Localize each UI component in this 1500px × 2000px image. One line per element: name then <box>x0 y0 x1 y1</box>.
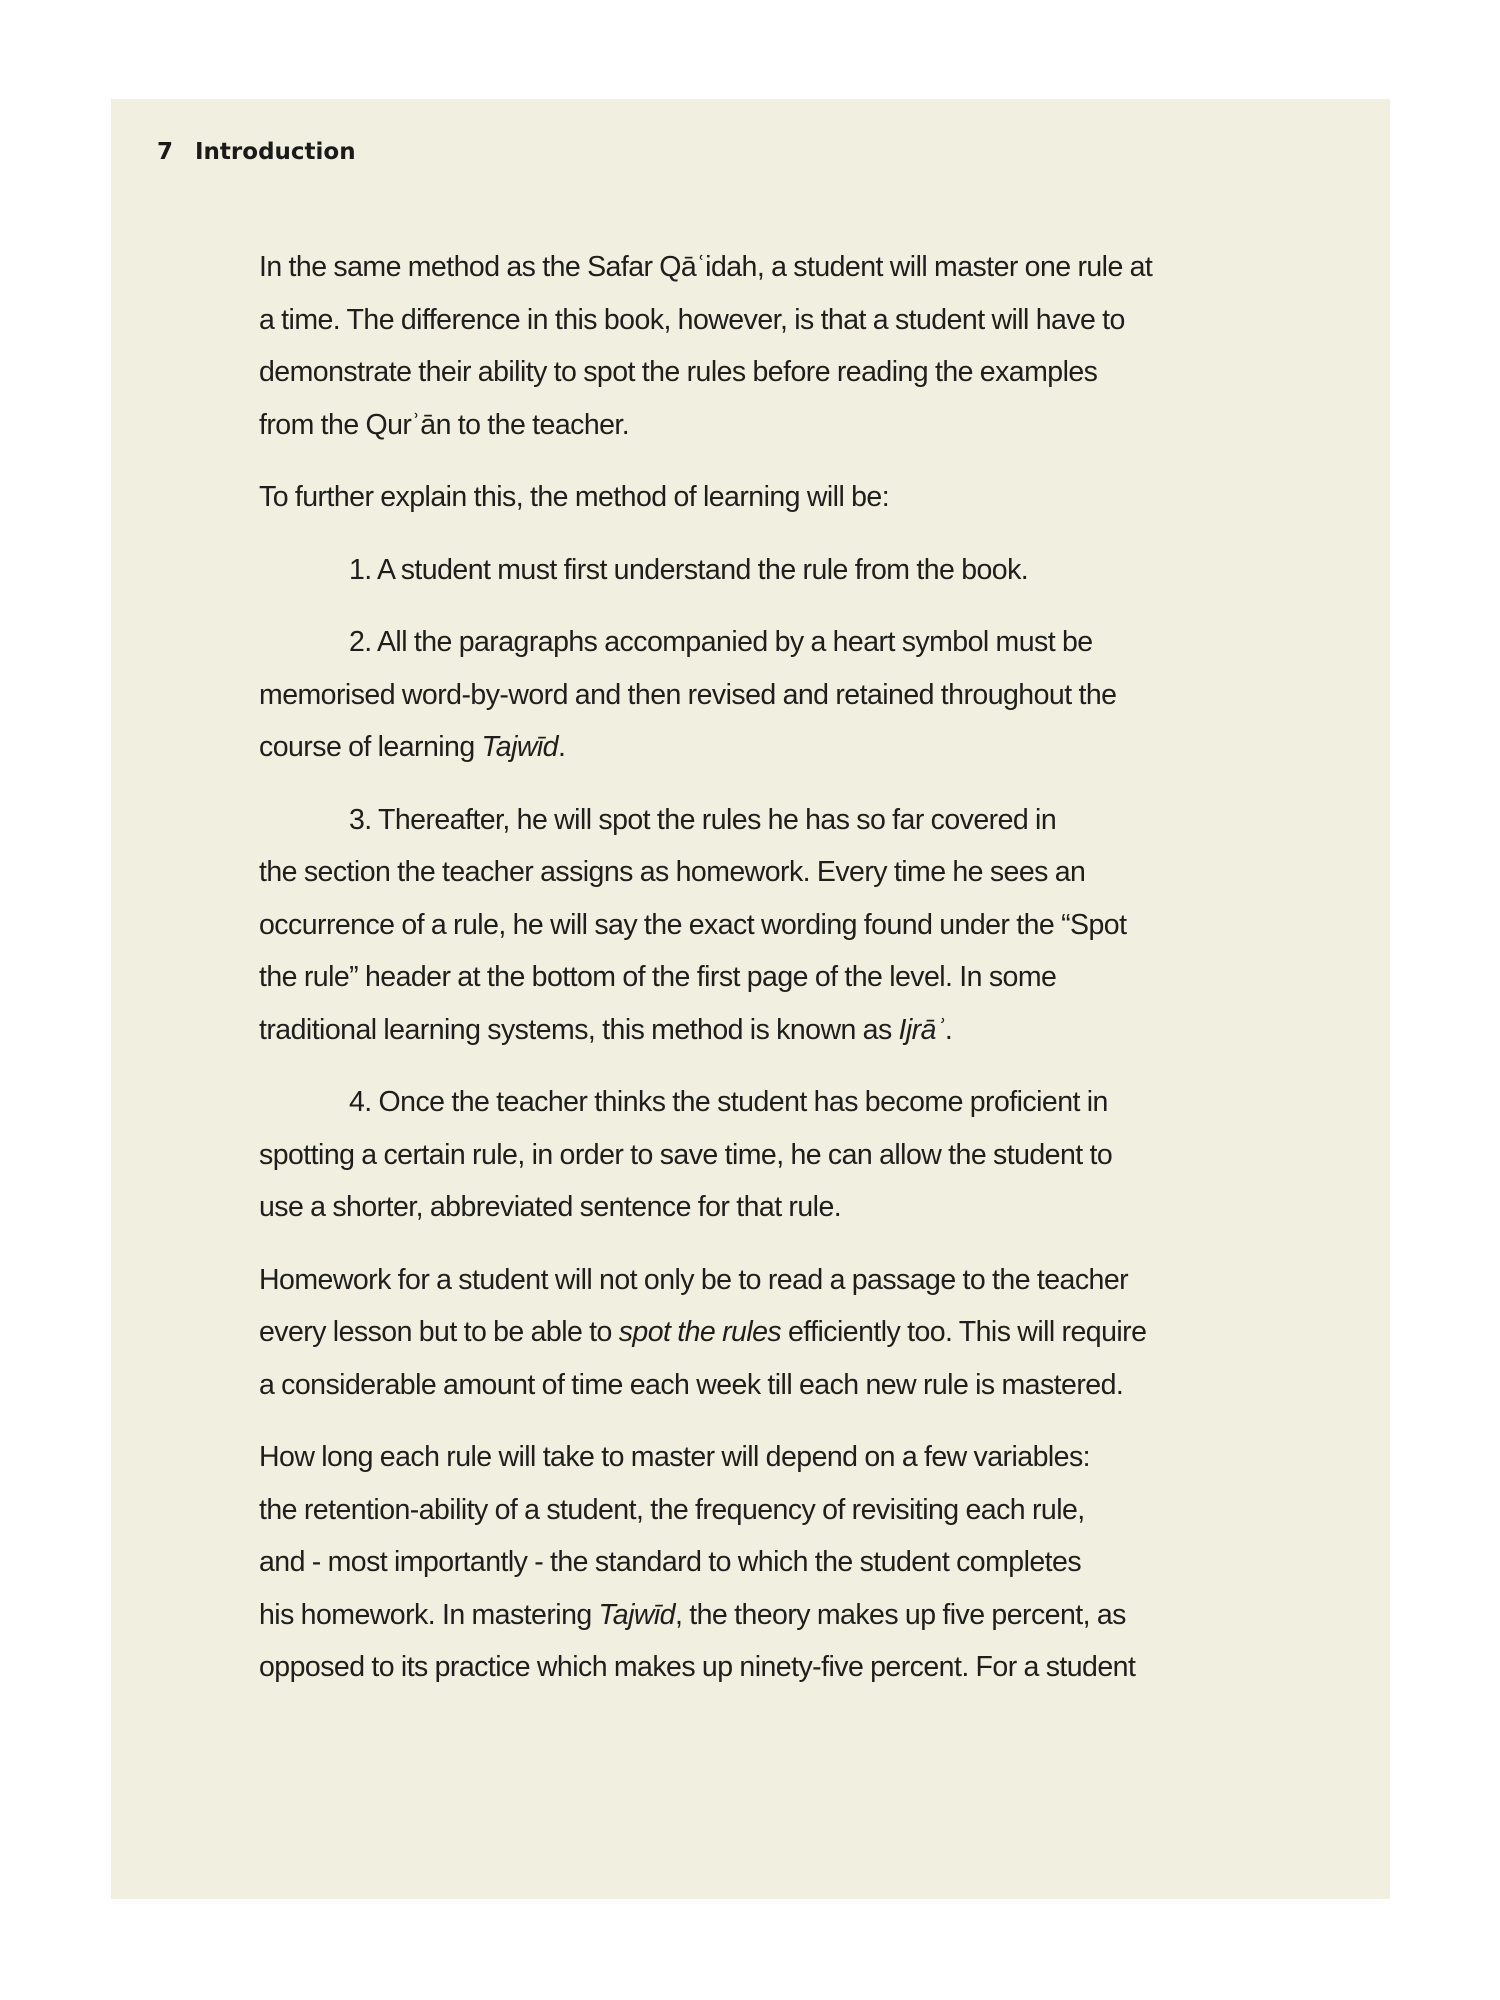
text-line: 1. A student must first understand the rule from the book. <box>349 553 1029 586</box>
list-item <box>259 1076 1259 1234</box>
text-line: 4. Once the teacher thinks the student has become proficient in <box>349 1086 1108 1118</box>
text-line: 3. Thereafter, he will spot the rules he has so far covered in <box>349 803 1057 836</box>
text-line: memorised word-by-word and then revised and retained throughout the <box>259 678 1117 711</box>
emphasis: spot the rules <box>618 1316 782 1348</box>
text-line: from the Qurʾān to the teacher. <box>259 408 630 441</box>
text-line: opposed to its practice which makes up ninety-five percent. For a student <box>259 1651 1136 1683</box>
body-text <box>259 241 1259 1714</box>
text-line: How long each rule will take to master will depend on a few variables: <box>259 1441 1091 1473</box>
paragraph <box>259 471 1259 524</box>
paragraph <box>259 241 1259 451</box>
text-line: Homework for a student will not only be to read a passage to the teacher <box>259 1263 1129 1296</box>
text-line: the section the teacher assigns as homework. Every time he sees an <box>259 856 1086 888</box>
text-line: To further explain this, the method of learning will be: <box>259 481 890 513</box>
book-page <box>111 99 1390 1899</box>
list-item <box>259 616 1259 774</box>
list-item <box>259 544 1259 597</box>
text-line: a considerable amount of time each week till each new rule is mastered. <box>259 1368 1124 1401</box>
text-line: demonstrate their ability to spot the rules before reading the examples <box>259 356 1098 388</box>
emphasis: Tajwīd <box>481 731 558 763</box>
text-line: every lesson but to be able to spot the rules efficiently too. This will require <box>259 1316 1147 1348</box>
emphasis: Tajwīd <box>598 1598 675 1631</box>
section-title: Introduction <box>195 139 356 165</box>
text-line: traditional learning systems, this method is known as Ijrāʾ. <box>259 1013 953 1046</box>
page-number: 7 <box>157 139 174 165</box>
paragraph <box>259 1254 1259 1412</box>
text-line: occurrence of a rule, he will say the exact wording found under the “Spot <box>259 908 1127 941</box>
text-line: the retention-ability of a student, the frequency of revisiting each rule, <box>259 1493 1085 1526</box>
text-line: and - most importantly - the standard to which the student completes <box>259 1546 1082 1578</box>
text-line: course of learning Tajwīd. <box>259 731 566 763</box>
text-line: the rule” header at the bottom of the first page of the level. In some <box>259 961 1057 993</box>
text-line: In the same method as the Safar Qāʿidah, a student will master one rule at <box>259 251 1153 283</box>
text-line: his homework. In mastering Tajwīd, the theory makes up five percent, as <box>259 1598 1126 1631</box>
text-line: spotting a certain rule, in order to save time, he can allow the student to <box>259 1138 1113 1171</box>
paragraph <box>259 1431 1259 1694</box>
list-item <box>259 794 1259 1057</box>
text-line: a time. The difference in this book, however, is that a student will have to <box>259 303 1125 336</box>
text-line: use a shorter, abbreviated sentence for that rule. <box>259 1191 842 1223</box>
emphasis: Ijrāʾ <box>898 1013 945 1046</box>
text-line: 2. All the paragraphs accompanied by a heart symbol must be <box>349 626 1093 658</box>
running-head <box>157 137 356 167</box>
